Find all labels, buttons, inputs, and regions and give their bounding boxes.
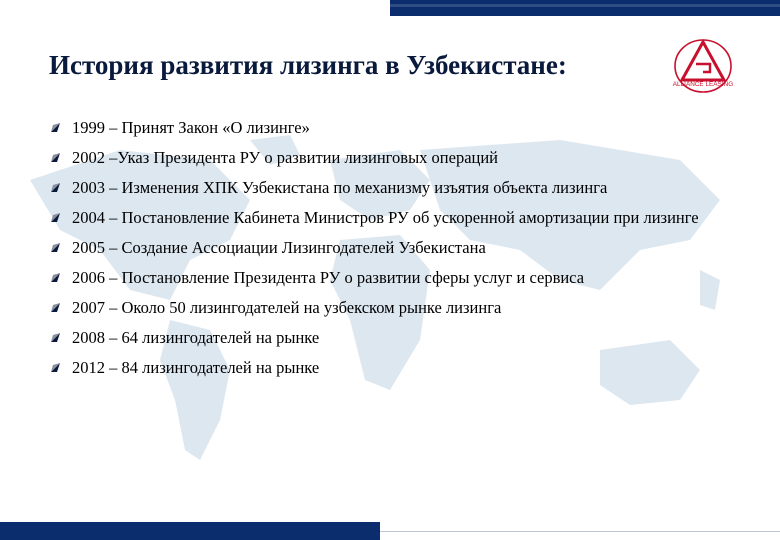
bullet-icon <box>51 243 60 252</box>
bullet-icon <box>51 333 60 342</box>
list-item-text: 2008 – 64 лизингодателей на рынке <box>72 328 320 347</box>
list-item <box>45 178 745 197</box>
bullet-icon <box>51 303 60 312</box>
bullet-icon <box>51 123 60 132</box>
top-accent-bar <box>390 0 780 16</box>
list-item <box>45 298 745 317</box>
alliance-leasing-logo-icon <box>672 36 734 100</box>
list-item <box>45 268 745 287</box>
list-item <box>45 238 745 257</box>
list-item-text: 2012 – 84 лизингодателей на рынке <box>72 358 320 377</box>
list-item-text: 2004 – Постановление Кабинета Министров РУ об ускоренной амортизации при лизинге <box>72 208 699 227</box>
list-item <box>45 358 745 377</box>
list-item <box>45 148 745 167</box>
bullet-icon <box>51 273 60 282</box>
history-list <box>45 118 745 377</box>
list-item-text: 2003 – Изменения ХПК Узбекистана по механизму изъятия объекта лизинга <box>72 178 608 197</box>
list-item <box>45 328 745 347</box>
bottom-accent-bar <box>0 522 380 540</box>
list-item-text: 1999 – Принят Закон «О лизинге» <box>72 118 310 137</box>
list-item-text: 2002 –Указ Президента РУ о развитии лизинговых операций <box>72 148 499 167</box>
bullet-icon <box>51 213 60 222</box>
bullet-icon <box>51 183 60 192</box>
list-item-text: 2006 – Постановление Президента РУ о развитии сферы услуг и сервиса <box>72 268 585 287</box>
logo-text: ALLIANCE LEASING <box>672 81 734 88</box>
slide-title: История развития лизинга в Узбекистане: <box>49 50 567 80</box>
list-item <box>45 118 745 137</box>
list-item-text: 2005 – Создание Ассоциации Лизингодателей Узбекистана <box>72 238 486 257</box>
bullet-icon <box>51 363 60 372</box>
list-item-text: 2007 – Около 50 лизингодателей на узбекском рынке лизинга <box>72 298 502 317</box>
list-item <box>45 208 745 227</box>
bottom-accent-line <box>380 531 780 535</box>
bullet-icon <box>51 153 60 162</box>
